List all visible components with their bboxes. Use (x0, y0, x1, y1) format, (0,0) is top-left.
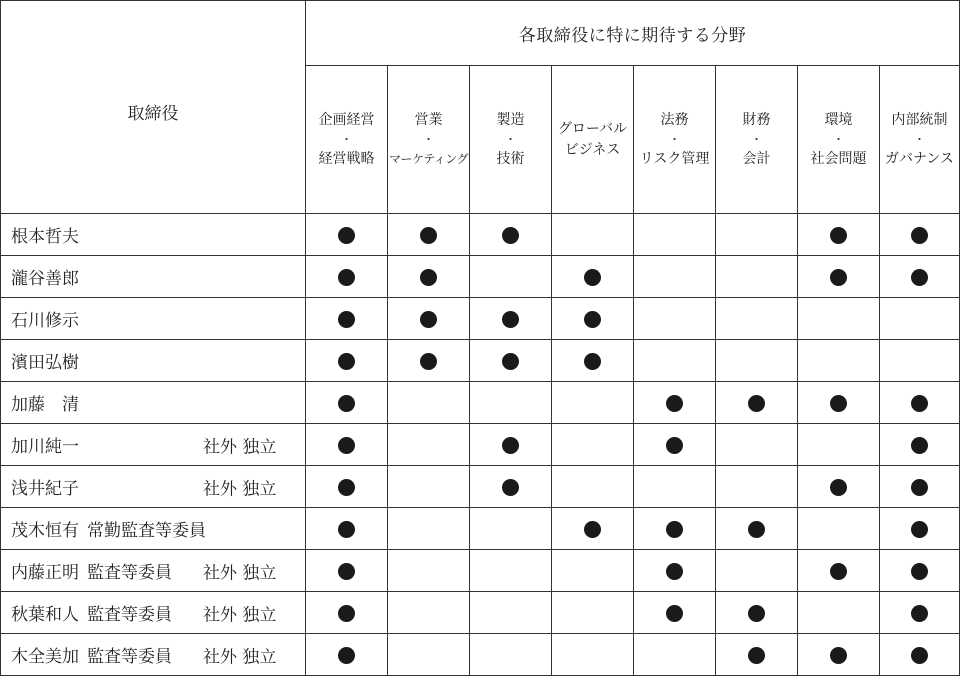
skill-cell (552, 298, 634, 340)
skill-cell (306, 214, 388, 256)
filled-circle-icon (338, 647, 355, 664)
table-row (1, 382, 960, 424)
filled-circle-icon (420, 269, 437, 286)
skill-cell (798, 550, 880, 592)
category-header-4 (552, 66, 634, 214)
director-role: 監査等委員 (87, 605, 172, 625)
table-row (1, 592, 960, 634)
table-row (1, 634, 960, 676)
skill-cell (470, 214, 552, 256)
table-row (1, 424, 960, 466)
category-line1: 企画経営 (318, 111, 375, 128)
filled-circle-icon (338, 227, 355, 244)
director-name: 加藤 清 (11, 395, 79, 415)
skill-cell (388, 550, 470, 592)
category-line2: ガバナンス (885, 150, 954, 167)
director-name: 内藤正明 (11, 563, 79, 583)
category-line1: 財務 (742, 111, 771, 128)
director-name: 秋葉和人 (11, 605, 79, 625)
skill-cell (880, 634, 960, 676)
category-separator: ・ (833, 132, 844, 146)
director-name: 加川純一 (11, 437, 79, 457)
category-line2: 社会問題 (810, 150, 867, 167)
director-name-cell (1, 214, 306, 256)
filled-circle-icon (830, 227, 847, 244)
filled-circle-icon (338, 479, 355, 496)
director-name-cell (1, 508, 306, 550)
category-separator: ・ (505, 132, 516, 146)
skill-cell (880, 214, 960, 256)
table-row (1, 256, 960, 298)
filled-circle-icon (338, 605, 355, 622)
skill-cell (470, 592, 552, 634)
director-status-tags: 社外 独立 (203, 605, 277, 625)
director-status-tags: 社外 独立 (203, 479, 277, 499)
skill-cell (552, 256, 634, 298)
category-line2: リスク管理 (639, 150, 710, 167)
filled-circle-icon (420, 311, 437, 328)
skill-cell (552, 214, 634, 256)
skill-cell (716, 466, 798, 508)
skill-cell (634, 256, 716, 298)
category-header-8 (880, 66, 960, 214)
category-line2: 会計 (742, 150, 771, 167)
skill-cell (388, 634, 470, 676)
filled-circle-icon (748, 395, 765, 412)
skill-cell (388, 256, 470, 298)
filled-circle-icon (338, 311, 355, 328)
director-name: 木全美加 (11, 647, 79, 667)
table-row (1, 466, 960, 508)
director-status-tags: 社外 独立 (203, 647, 277, 667)
director-role: 監査等委員 (87, 563, 172, 583)
category-header-3 (470, 66, 552, 214)
category-separator: ・ (751, 132, 762, 146)
skill-cell (634, 634, 716, 676)
skill-cell (880, 592, 960, 634)
skill-cell (388, 298, 470, 340)
skill-cell (306, 634, 388, 676)
filled-circle-icon (338, 353, 355, 370)
director-name: 瀧谷善郎 (11, 269, 79, 289)
skill-cell (470, 298, 552, 340)
skill-cell (470, 508, 552, 550)
filled-circle-icon (584, 269, 601, 286)
skill-cell (716, 424, 798, 466)
filled-circle-icon (911, 521, 928, 538)
filled-circle-icon (911, 563, 928, 580)
skill-cell (798, 592, 880, 634)
skill-cell (634, 340, 716, 382)
filled-circle-icon (830, 395, 847, 412)
director-name-cell (1, 382, 306, 424)
skill-cell (306, 592, 388, 634)
filled-circle-icon (338, 269, 355, 286)
director-name: 根本哲夫 (11, 227, 79, 247)
filled-circle-icon (338, 437, 355, 454)
skill-cell (798, 340, 880, 382)
skill-cell (716, 256, 798, 298)
skill-cell (306, 256, 388, 298)
skill-cell (552, 340, 634, 382)
category-line2: マーケティング (388, 151, 469, 166)
skill-cell (388, 214, 470, 256)
skill-cell (306, 466, 388, 508)
filled-circle-icon (502, 479, 519, 496)
category-separator: ・ (341, 132, 352, 146)
skill-cell (880, 340, 960, 382)
skill-cell (716, 508, 798, 550)
director-name-cell (1, 550, 306, 592)
skill-cell (880, 256, 960, 298)
director-name-cell (1, 256, 306, 298)
category-separator: ・ (914, 132, 925, 146)
filled-circle-icon (911, 227, 928, 244)
director-name-cell (1, 592, 306, 634)
filled-circle-icon (420, 227, 437, 244)
table-row (1, 298, 960, 340)
skill-cell (306, 424, 388, 466)
skill-cell (388, 340, 470, 382)
table-row (1, 508, 960, 550)
category-line1: 製造 (496, 111, 525, 128)
filled-circle-icon (338, 395, 355, 412)
filled-circle-icon (666, 605, 683, 622)
table-row (1, 214, 960, 256)
director-status-tags: 社外 独立 (203, 437, 277, 457)
filled-circle-icon (748, 605, 765, 622)
filled-circle-icon (584, 353, 601, 370)
director-status-tags: 社外 独立 (203, 563, 277, 583)
category-line2: 経営戦略 (318, 150, 375, 167)
category-header-6 (716, 66, 798, 214)
skill-cell (716, 340, 798, 382)
skill-cell (880, 382, 960, 424)
director-name-cell (1, 634, 306, 676)
director-name-cell (1, 424, 306, 466)
filled-circle-icon (830, 563, 847, 580)
filled-circle-icon (666, 437, 683, 454)
filled-circle-icon (666, 563, 683, 580)
skill-cell (798, 214, 880, 256)
skill-cell (634, 298, 716, 340)
skill-cell (388, 466, 470, 508)
category-line1: 内部統制 (891, 111, 948, 128)
skill-cell (470, 466, 552, 508)
filled-circle-icon (584, 311, 601, 328)
filled-circle-icon (911, 647, 928, 664)
skill-cell (634, 592, 716, 634)
skill-cell (634, 466, 716, 508)
director-role: 監査等委員 (87, 647, 172, 667)
category-separator: ・ (423, 132, 434, 146)
skill-cell (798, 634, 880, 676)
category-header-7 (798, 66, 880, 214)
skill-cell (388, 592, 470, 634)
table-row (1, 340, 960, 382)
skill-cell (552, 550, 634, 592)
category-header-1 (306, 66, 388, 214)
director-role: 常勤監査等委員 (87, 521, 206, 541)
skill-cell (552, 592, 634, 634)
skill-cell (880, 550, 960, 592)
category-line1: 営業 (414, 111, 443, 128)
director-name: 茂木恒有 (11, 521, 79, 541)
skill-cell (798, 466, 880, 508)
skill-cell (552, 424, 634, 466)
filled-circle-icon (584, 521, 601, 538)
skill-cell (470, 382, 552, 424)
filled-circle-icon (666, 521, 683, 538)
category-separator: ・ (669, 132, 680, 146)
skill-cell (798, 424, 880, 466)
filled-circle-icon (911, 269, 928, 286)
skill-cell (798, 256, 880, 298)
skill-cell (798, 382, 880, 424)
filled-circle-icon (830, 479, 847, 496)
skill-cell (306, 340, 388, 382)
director-name-cell (1, 298, 306, 340)
director-name-cell (1, 340, 306, 382)
category-line1: 環境 (824, 111, 853, 128)
filled-circle-icon (502, 311, 519, 328)
filled-circle-icon (338, 563, 355, 580)
table-row (1, 550, 960, 592)
filled-circle-icon (911, 605, 928, 622)
category-header-5 (634, 66, 716, 214)
director-column-label: 取締役 (127, 104, 179, 124)
skill-cell (470, 256, 552, 298)
skill-cell (880, 298, 960, 340)
skill-cell (306, 298, 388, 340)
filled-circle-icon (830, 647, 847, 664)
skill-cell (716, 298, 798, 340)
skill-cell (634, 508, 716, 550)
category-line1: グローバル (557, 120, 628, 137)
filled-circle-icon (748, 647, 765, 664)
director-name: 濱田弘樹 (11, 353, 79, 373)
skill-cell (716, 634, 798, 676)
director-name: 浅井紀子 (11, 479, 79, 499)
filled-circle-icon (830, 269, 847, 286)
skill-cell (388, 382, 470, 424)
filled-circle-icon (911, 479, 928, 496)
skill-cell (552, 382, 634, 424)
expected-fields-header: 各取締役に特に期待する分野 (306, 1, 960, 66)
filled-circle-icon (420, 353, 437, 370)
skill-cell (470, 550, 552, 592)
skill-cell (306, 550, 388, 592)
director-name: 石川修示 (11, 311, 79, 331)
director-column-header (1, 1, 306, 214)
skill-cell (552, 634, 634, 676)
skill-cell (634, 550, 716, 592)
skill-cell (388, 508, 470, 550)
skill-cell (798, 298, 880, 340)
skill-cell (634, 424, 716, 466)
filled-circle-icon (338, 521, 355, 538)
skill-cell (388, 424, 470, 466)
skill-cell (880, 508, 960, 550)
director-name-cell (1, 466, 306, 508)
filled-circle-icon (911, 395, 928, 412)
skill-cell (880, 424, 960, 466)
skill-cell (798, 508, 880, 550)
filled-circle-icon (502, 227, 519, 244)
skill-cell (880, 466, 960, 508)
skill-cell (716, 214, 798, 256)
skill-cell (552, 508, 634, 550)
filled-circle-icon (666, 395, 683, 412)
skill-cell (470, 634, 552, 676)
skill-cell (716, 550, 798, 592)
category-header-2 (388, 66, 470, 214)
skill-cell (552, 466, 634, 508)
filled-circle-icon (748, 521, 765, 538)
category-line2: 技術 (496, 150, 525, 167)
skill-cell (716, 382, 798, 424)
skill-cell (634, 382, 716, 424)
skill-cell (470, 424, 552, 466)
skill-cell (306, 508, 388, 550)
category-line1: 法務 (660, 111, 689, 128)
skill-cell (716, 592, 798, 634)
category-line2: ビジネス (564, 141, 621, 158)
filled-circle-icon (502, 353, 519, 370)
filled-circle-icon (502, 437, 519, 454)
skill-cell (634, 214, 716, 256)
filled-circle-icon (911, 437, 928, 454)
skill-cell (306, 382, 388, 424)
skill-cell (470, 340, 552, 382)
